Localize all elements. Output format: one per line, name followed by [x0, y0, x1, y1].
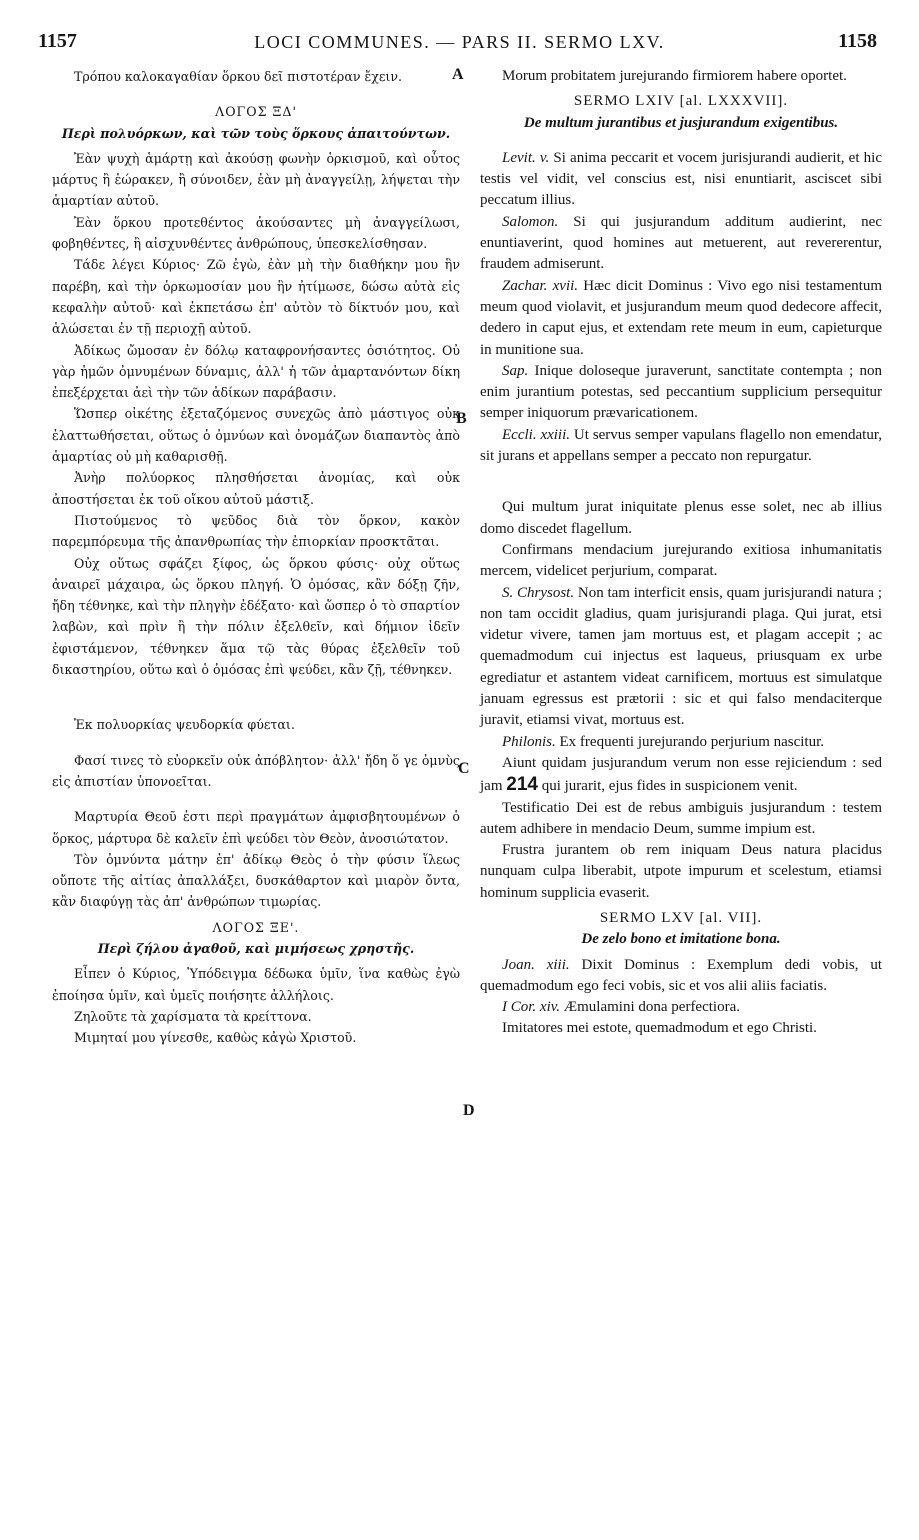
latin-paragraph	[480, 276, 882, 361]
greek-paragraph: Μιμηταί μου γίνεσθε, καθὼς κἀγὼ Χριστοῦ.	[74, 1030, 357, 1046]
latin-paragraph: Frustra jurantem ob rem iniquam Deus natura placidus nunquam culpa liberabit, utpote impurum et scelestum, etiamsi hominum supplicia evaserit.	[480, 842, 882, 901]
latin-text: Aiunt quidam jusjurandum verum non esse rejiciendum : sed jam	[480, 754, 882, 795]
latin-text: Si qui jusjurandum additum audierint, nec enuntiaverint, quod homines aut metuerent, aut revererentur, fraudem admiserunt.	[480, 213, 883, 273]
latin-paragraph	[480, 753, 882, 798]
latin-text: Ex frequenti jurejurando perjurium nascitur.	[559, 733, 825, 750]
latin-paragraph: Imitatores mei estote, quemadmodum et ego Christi.	[502, 1020, 817, 1037]
scripture-reference: Salomon.	[502, 213, 559, 230]
page-number-left: 1157	[38, 30, 77, 52]
latin-intro: Morum probitatem jurejurando firmiorem habere oportet.	[502, 68, 847, 84]
greek-paragraph: Ἐὰν ψυχὴ ἁμάρτῃ καὶ ἀκούσῃ φωνὴν ὁρκισμοῦ, καὶ οὗτος μάρτυς ἢ ἑώρακεν, ἢ σύνοιδεν, ἐὰν μὴ ἀναγγείλῃ, λήψεται τὴν ἁμαρτίαν αὐτοῦ.	[52, 150, 460, 209]
greek-paragraph: Οὐχ οὕτως σφάζει ξίφος, ὡς ὅρκου φύσις· οὐχ οὕτως ἀναιρεῖ μάχαιρα, ὡς ὅρκου πληγή. Ὁ ὀμόσας, κἂν δόξῃ ζῆν, ἤδη τέθνηκε, καὶ τὴν πληγὴν ἐδέξατο· καὶ ὥσπερ ὁ τὸ σπαρτίον λαβὼν, καὶ πρὶν ἢ τὴν πόλιν ἐξελθεῖν, καὶ δήμιον ἰδεῖν ἐφιστάμενον, τέθνηκεν ἅμα τῷ τὰς θύρας ἐξελθεῖν τοῦ δικαστηρίου, οὕτω καὶ ὁ ὀμόσας ἐπὶ ψεύδει, κἂν ζῇ, τέθνηκεν.	[52, 555, 460, 678]
running-header	[0, 30, 919, 58]
latin-paragraph	[480, 997, 882, 1018]
scripture-reference: Eccli. xxiii.	[502, 426, 571, 443]
latin-paragraph	[480, 732, 882, 753]
page-number-right: 1158	[838, 30, 877, 52]
latin-text: Si anima peccarit et vocem jurisjurandi audierit, et hic testis vel vidit, vel conscius est, nisi enuntiarit, asciscet sibi peccatum illius.	[480, 149, 882, 209]
latin-paragraph	[480, 583, 882, 732]
greek-intro: Τρόπου καλοκαγαθίαν ὅρκου δεῖ πιστοτέραν ἔχειν.	[74, 69, 403, 84]
margin-mark-b: B	[456, 410, 467, 427]
latin-paragraph	[480, 425, 882, 468]
greek-column	[52, 66, 460, 1048]
signature-number: 214	[506, 774, 538, 796]
source-reference: S. Chrysost.	[502, 584, 575, 601]
greek-paragraph: Εἶπεν ὁ Κύριος, Ὑπόδειγμα δέδωκα ὑμῖν, ἵνα καθὼς ἐγὼ ἐποίησα ὑμῖν, καὶ ὑμεῖς ποιήσητε ἀλλήλοις.	[52, 966, 460, 1003]
greek-paragraph: Μαρτυρία Θεοῦ ἐστι περὶ πραγμάτων ἀμφισβητουμένων ὁ ὅρκος, μάρτυρα δὲ καλεῖν ἐπὶ ψεύδει τὸν Θεὸν, ἀνοσιώτατον.	[52, 809, 460, 846]
latin-text: Ut servus semper vapulans flagello non emendatur, sit jurans et appellans semper a peccato non repurgatur.	[480, 426, 882, 465]
greek-paragraph: Ὥσπερ οἰκέτης ἐξεταζόμενος συνεχῶς ἀπὸ μάστιγος οὐκ ἐλαττωθήσεται, οὕτως ὁ ὀμνύων καὶ ὀνομάζων διαπαντὸς ἀπὸ ἁμαρτίας οὐ μὴ καθαρισθῇ.	[52, 406, 460, 465]
latin-text: Inique doloseque juraverunt, sanctitate contempta ; non enim jurantium potestas, sed peccantium supplicium persequitur semper iniquorum prævaricationem.	[480, 362, 883, 422]
scripture-reference: Sap.	[502, 362, 529, 379]
latin-heading-64: SERMO LXIV [al. LXXXVII].	[573, 93, 789, 110]
margin-mark-a: A	[452, 66, 464, 83]
latin-text: Hæc dicit Dominus : Vivo ego nisi testamentum meum quod violavit, et jusjurandum meum quod dedecore affecit, dedero in caput ejus, et extendam rete meum in eum, capieturque in munitione sua.	[480, 277, 883, 358]
latin-column	[480, 66, 882, 1040]
greek-subtitle-65: Περὶ ζήλου ἀγαθοῦ, καὶ μιμήσεως χρηστῆς.	[97, 940, 415, 956]
greek-paragraph: Ἀνὴρ πολύορκος πλησθήσεται ἀνομίας, καὶ οὐκ ἀποστήσεται ἐκ τοῦ οἴκου αὐτοῦ μάστιξ.	[52, 470, 460, 507]
latin-subtitle-65: De zelo bono et imitatione bona.	[581, 931, 781, 948]
scripture-reference: Joan. xiii.	[502, 956, 570, 973]
latin-paragraph	[480, 361, 882, 425]
latin-paragraph: Confirmans mendacium jurejurando exitiosa inhumanitatis mercem, videlicet perjurium, comparat.	[480, 541, 882, 580]
running-title: LOCI COMMUNES. — PARS II. SERMO LXV.	[254, 32, 665, 52]
latin-paragraph: Testificatio Dei est de rebus ambiguis jusjurandum : testem autem adhibere in mendacio Deum, summe impium est.	[480, 799, 882, 837]
scripture-reference: Zachar. xvii.	[502, 277, 579, 294]
greek-paragraph: Ἐκ πολυορκίας ψευδορκία φύεται.	[74, 717, 295, 733]
source-reference: Philonis.	[502, 733, 556, 750]
margin-mark-c: C	[458, 760, 470, 777]
latin-paragraph	[480, 212, 882, 276]
margin-mark-d: D	[463, 1102, 475, 1119]
latin-text: Non tam interficit ensis, quam jurisjurandi natura ; non tam occidit gladius, quam jurisjurandi plaga. Qui jurat, etsi videtur vivere, tamen jam mortuus est, et plagam accepit ; ac quemadmodum cui injectus est laqueus, priusquam ex urbe egrediatur et astantem videat carnificem, mortuus est simulatque januam egressus est prætorii : sic et qui falso mendaciterque juravit, etiamsi vivat, mortuus est.	[480, 584, 883, 729]
latin-subtitle-64: De multum jurantibus et jusjurandum exigentibus.	[523, 114, 839, 131]
greek-heading-64: ΛΟΓΟΣ ΞΔ'	[215, 104, 297, 120]
latin-text: qui jurarit, ejus fides in suspicionem venit.	[541, 778, 798, 795]
greek-paragraph: Πιστούμενος τὸ ψεῦδος διὰ τὸν ὅρκον, κακὸν παρεμπόρευμα τῆς ἀπανθρωπίας τὴν ἐπιορκίαν προσκτᾶται.	[52, 512, 460, 550]
greek-paragraph: Ἀδίκως ὤμοσαν ἐν δόλῳ καταφρονήσαντες ὁσιότητος. Οὐ γὰρ ἡμῶν ὀμνυμένων δύναμις, ἀλλ' ἡ τῶν ἁμαρτανόντων δίκη ἐπεξέρχεται ἀεὶ τὴν τῶν ἀδίκων παράβασιν.	[52, 342, 460, 401]
latin-text: Dixit Dominus : Exemplum dedi vobis, ut quemadmodum ego feci vobis, sic et vos alii aliis faciatis.	[480, 956, 883, 994]
greek-paragraph: Ἐὰν ὅρκου προτεθέντος ἀκούσαντες μὴ ἀναγγείλωσι, φοβηθέντες, ἢ αἰσχυνθέντες ἀνθρώπους, ὑπεσκελίσθησαν.	[52, 214, 460, 252]
greek-paragraph: Φασί τινες τὸ εὐορκεῖν οὐκ ἀπόβλητον· ἀλλ' ἤδη ὅ γε ὀμνὺς εἰς ἀπιστίαν ὑπονοεῖται.	[52, 752, 460, 789]
greek-subtitle-64: Περὶ πολυόρκων, καὶ τῶν τοὺς ὅρκους ἀπαιτούντων.	[61, 125, 451, 141]
greek-paragraph: Τὸν ὀμνύντα μάτην ἐπ' ἀδίκῳ Θεὸς ὁ τὴν φύσιν ἵλεως οὔποτε τῆς αἰτίας ἀπαλλάξει, δυσκάθαρτον καὶ μιαρὸν ὄντα, κἂν διαφύγῃ τὰς ἀπ' ἀνθρώπων τιμωρίας.	[52, 851, 460, 910]
greek-heading-65: ΛΟΓΟΣ ΞΕ'.	[212, 919, 300, 935]
latin-paragraph	[480, 148, 882, 212]
greek-paragraph: Τάδε λέγει Κύριος· Ζῶ ἐγὼ, ἐὰν μὴ τὴν διαθήκην μου ἣν παρέβη, καὶ τὴν ὁρκωμοσίαν μου ἣν ἠτίμωσε, δώσω αὐτὰ εἰς κεφαλὴν αὐτοῦ· καὶ ἐκπετάσω ἐπ' αὐτὸν τὸ δίκτυόν μου, καὶ ἁλώσεται ἐν τῇ περιοχῇ αὐτοῦ.	[52, 257, 460, 337]
latin-heading-65: SERMO LXV [al. VII].	[599, 909, 763, 926]
scripture-reference: I Cor. xiv.	[502, 999, 561, 1016]
greek-paragraph: Ζηλοῦτε τὰ χαρίσματα τὰ κρείττονα.	[74, 1008, 312, 1024]
scripture-reference: Levit. v.	[502, 149, 550, 166]
latin-paragraph: Qui multum jurat iniquitate plenus esse solet, nec ab illius domo discedet flagellum.	[480, 499, 882, 537]
latin-text: Æmulamini dona perfectiora.	[563, 999, 740, 1016]
latin-paragraph	[480, 955, 882, 998]
